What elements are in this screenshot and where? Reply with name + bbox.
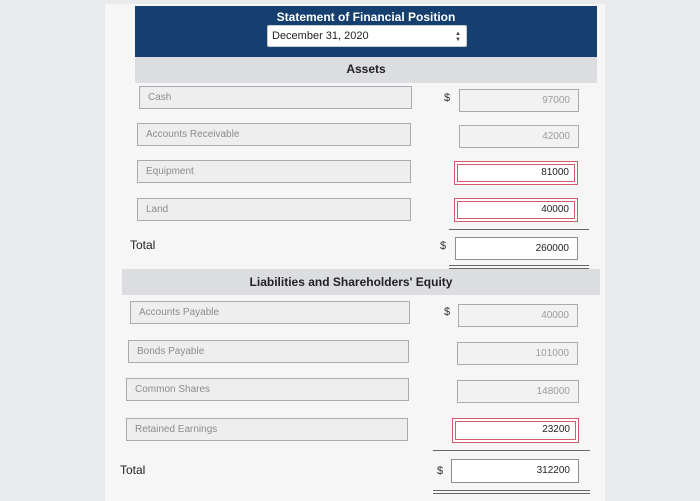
asset-label-input[interactable]: Accounts Receivable <box>137 123 411 146</box>
statement-title: Statement of Financial Position <box>276 10 456 24</box>
currency-symbol: $ <box>437 465 444 477</box>
currency-symbol: $ <box>444 306 451 318</box>
asset-amount-input[interactable]: 40000 <box>454 198 578 222</box>
liability-label-input[interactable]: Bonds Payable <box>128 340 409 363</box>
liabilities-total-label: Total <box>120 463 146 477</box>
asset-amount-input[interactable]: 81000 <box>454 161 578 185</box>
updown-chevron-icon: ▲ ▼ <box>455 31 461 43</box>
liability-amount-input[interactable]: 148000 <box>457 380 579 403</box>
asset-label-input[interactable]: Land <box>137 198 411 221</box>
total-double-rule <box>449 265 589 266</box>
liabilities-section-title: Liabilities and Shareholders' Equity <box>249 275 453 289</box>
total-double-rule <box>433 493 590 494</box>
asset-amount-input[interactable]: 97000 <box>459 89 579 112</box>
liability-label-input[interactable]: Accounts Payable <box>130 301 410 324</box>
liability-label-input[interactable]: Common Shares <box>126 378 409 401</box>
liability-amount-input[interactable]: 40000 <box>458 304 578 327</box>
assets-total-label: Total <box>130 238 156 252</box>
statement-header <box>135 6 597 57</box>
liability-label-input[interactable]: Retained Earnings <box>126 418 408 441</box>
liabilities-total-input[interactable]: 312200 <box>451 459 579 483</box>
asset-label-input[interactable]: Equipment <box>137 160 411 183</box>
assets-section-title: Assets <box>346 62 386 76</box>
assets-section-band <box>135 57 597 83</box>
currency-symbol: $ <box>440 240 447 252</box>
currency-symbol: $ <box>444 92 451 104</box>
asset-label-input[interactable]: Cash <box>139 86 412 109</box>
assets-total-input[interactable]: 260000 <box>455 237 578 260</box>
date-dropdown-value: December 31, 2020 <box>272 30 369 42</box>
subtotal-rule <box>449 229 589 230</box>
asset-amount-input[interactable]: 42000 <box>459 125 579 148</box>
liabilities-section-band <box>122 269 600 295</box>
subtotal-rule <box>433 450 590 451</box>
total-double-rule <box>433 490 590 491</box>
date-dropdown[interactable] <box>267 25 467 47</box>
liability-amount-input[interactable]: 101000 <box>457 342 578 365</box>
liability-amount-input[interactable]: 23200 <box>452 418 579 443</box>
